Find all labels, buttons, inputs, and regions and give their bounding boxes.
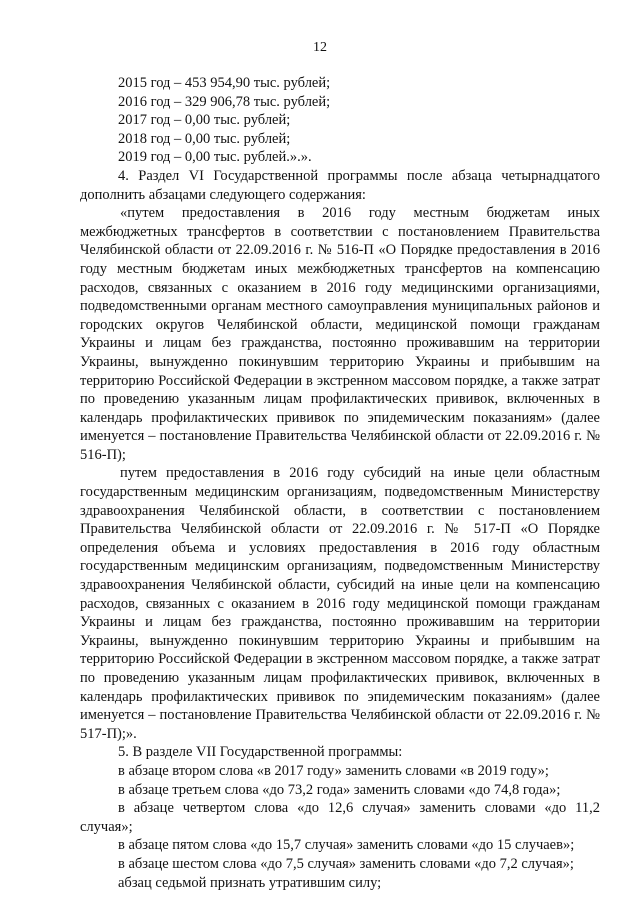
section-5-item: в абзаце третьем слова «до 73,2 года» заменить словами «до 74,8 года»; [118,781,561,798]
funding-amount-2019: 2019 год – 0,00 тыс. рублей.».». [118,149,312,166]
section-5-item: в абзаце пятом слова «до 15,7 случая» заменить словами «до 15 случаев»; [118,837,575,854]
section-5-item: в абзаце четвертом слова «до 12,6 случая» заменить словами «до 11,2 случая»; [80,800,600,835]
page-number: 12 [313,40,327,55]
funding-amounts-list [80,74,600,167]
funding-amount-2016: 2016 год – 329 906,78 тыс. рублей; [118,93,331,110]
funding-amount-2018: 2018 год – 0,00 тыс. рублей; [118,130,291,147]
section-4-quote-paragraph-1: «путем предоставления в 2016 году местным бюджетам иных межбюджетных трансфертов в соответствии с постановлением Правительства Челябинской области от 22.09.2016 г. № 516-П «О Порядке предоставления в 2016 году местным бюджетам иных межбюджетных трансфертов на компенсацию расходов, связанных с оказанием в 2016 году медицинскими организациями, подведомственными органам местного самоуправления муниципальных районов и городских округов Челябинской области, медицинской помощи гражданам Украины и лицам без гражданства, постоянно проживавшим на территории Украины, вынужденно покинувшим территорию Украины и прибывшим на территорию Российской Федерации в экстренном массовом порядке, а также затрат по проведению указанным лицам профилактических прививок, включенных в календарь профилактических прививок по эпидемическим показаниям» (далее именуется – постановление Правительства Челябинской области от 22.09.2016 г. № 516-П); [80,205,600,463]
section-5-intro: 5. В разделе VII Государственной программы: [118,744,403,761]
funding-amount-2017: 2017 год – 0,00 тыс. рублей; [118,112,291,129]
section-5-item: в абзаце шестом слова «до 7,5 случая» заменить словами «до 7,2 случая»; [118,855,574,872]
section-5-item: абзац седьмой признать утратившим силу; [118,874,382,891]
funding-amount-2015: 2015 год – 453 954,90 тыс. рублей; [118,75,331,91]
section-4-quote-paragraph-2: путем предоставления в 2016 году субсидий на иные цели областным государственным медицинским организациям, подведомственным Министерству здравоохранения Челябинской области, в соответствии с постановлением Правительства Челябинской области от 22.09.2016 г. № 517-П «О Порядке определения объема и условиях предоставления в 2016 году областным государственным медицинским организациям, подведомственным Министерству здравоохранения Челябинской области, субсидий на иные цели на компенсацию расходов, связанных с оказанием в 2016 году медицинской помощи гражданам Украины и лицам без гражданства, постоянно проживавшим на территории Украины, вынужденно покинувшим территорию Украины и прибывшим на территорию Российской Федерации в экстренном массовом порядке, а также затрат по проведению указанным лицам профилактических прививок, включенных в календарь профилактических прививок по эпидемическим показаниям» (далее именуется – постановление Правительства Челябинской области от 22.09.2016 г. № 517-П);». [80,465,600,742]
section-4-intro: 4. Раздел VI Государственной программы после абзаца четырнадцатого дополнить абзацами следующего содержания: [80,167,600,203]
section-5-item: в абзаце втором слова «в 2017 году» заменить словами «в 2019 году»; [118,762,549,779]
document-body [80,74,600,892]
